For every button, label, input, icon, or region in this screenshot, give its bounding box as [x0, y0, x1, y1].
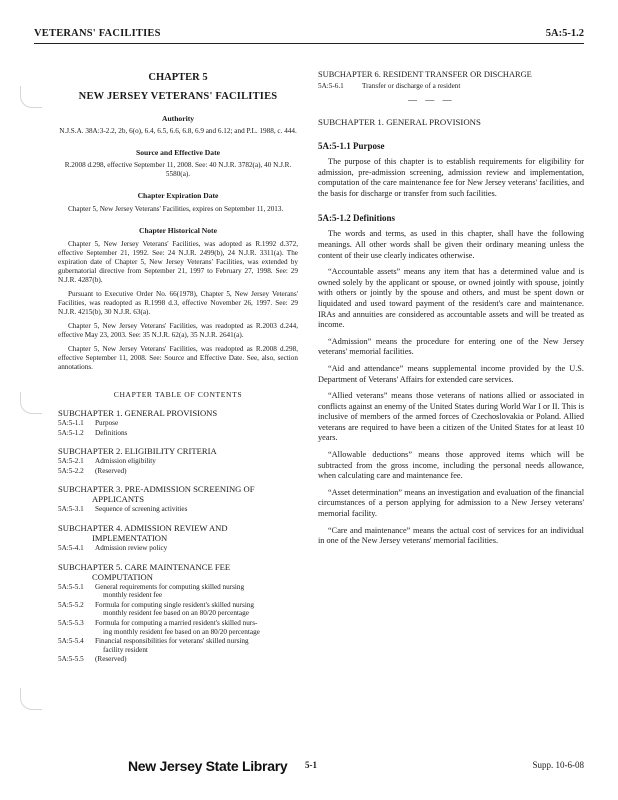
toc-item — [58, 419, 298, 428]
definition-paragraph: “Admission” means the procedure for entering one of the New Jersey veterans' memorial facilities. — [318, 336, 584, 357]
toc-subchapter-line: SUBCHAPTER 2. ELIGIBILITY CRITERIA — [58, 446, 217, 457]
header-section: 5A:5-1.2 — [545, 28, 584, 39]
definition-paragraph: “Allowable deductions” means those approved items which will be subtracted from the gross income, including the personal needs allowance, when calculating care and maintenance fee. — [318, 450, 584, 481]
toc-subchapter-heading — [58, 523, 298, 543]
toc-item-title-line: Purpose — [95, 419, 119, 427]
authority-text: N.J.S.A. 38A:3-2.2, 2b, 6(o), 6.4, 6.5, 6.6, 6.8, 6.9 and 6.12; and P.L. 1988, c. 444. — [59, 127, 297, 135]
toc-item-title — [95, 619, 298, 636]
definition-paragraph: The words and terms, as used in this chapter, shall have the following meanings. All other words shall be given their ordinary meaning unless the content of their use clearly indicates otherwise. — [318, 229, 584, 260]
toc-item-title-line: Definitions — [95, 428, 128, 437]
toc-item-number: 5A:5-5.5 — [58, 655, 84, 664]
toc-item-number: 5A:5-2.2 — [58, 466, 84, 475]
toc-item-number: 5A:5-1.2 — [58, 428, 84, 437]
running-header — [34, 28, 584, 44]
toc-subchapter-heading — [58, 484, 298, 504]
toc-item — [58, 637, 298, 654]
toc-item — [58, 467, 298, 476]
subchapter-1-heading: SUBCHAPTER 1. GENERAL PROVISIONS — [318, 117, 481, 127]
section-1-1-title: 5A:5-1.1 Purpose — [318, 141, 385, 151]
toc-item-title-line: monthly resident fee — [103, 591, 163, 600]
supplement-date: Supp. 10-6-08 — [532, 760, 584, 770]
toc-item-number: 5A:5-5.4 — [58, 637, 84, 646]
toc-subchapter-line: SUBCHAPTER 5. CARE MAINTENANCE FEE — [58, 561, 231, 572]
toc-item — [58, 457, 298, 466]
toc-subchapter-heading — [58, 408, 298, 418]
toc-subchapter-line: SUBCHAPTER 4. ADMISSION REVIEW AND — [58, 522, 228, 533]
toc-item — [58, 619, 298, 636]
header-title: VETERANS' FACILITIES — [34, 28, 161, 39]
right-column — [318, 70, 584, 547]
history-paragraph: Chapter 5, New Jersey Veterans' Facilities, was adopted as R.1992 d.372, effective September 21, 1992. See: 24 N.J.R. 2499(b), 24 N.J.R. 3311(a). The expiration date of Chapter 5, New Jersey Veterans' Facilities, was extended by gubernatorial directive from September 21, 1997 to February 27, 1998. See: 29 N.J.R. 4287(b). — [58, 240, 298, 284]
toc-item-title — [95, 419, 298, 428]
toc-subchapter-line: COMPUTATION — [92, 571, 153, 582]
subchapter-6-heading: SUBCHAPTER 6. RESIDENT TRANSFER OR DISCHARGE — [318, 70, 532, 79]
toc-item-number: 5A:5-2.1 — [58, 457, 84, 466]
margin-scan-mark — [20, 392, 42, 414]
history-heading: Chapter Historical Note — [139, 226, 217, 235]
toc-item-title — [95, 467, 298, 476]
toc-item-title — [95, 429, 298, 438]
toc-item-number: 5A:5-4.1 — [58, 543, 84, 552]
page-number: 5-1 — [305, 760, 317, 770]
toc-subchapter-line: SUBCHAPTER 3. PRE-ADMISSION SCREENING OF — [58, 484, 255, 495]
margin-scan-mark — [20, 688, 42, 710]
toc-item — [58, 544, 298, 553]
toc-item-title-line: Formula for computing a married resident's skilled nurs- — [95, 618, 258, 627]
definition-paragraph: “Care and maintenance” means the actual cost of services for an individual in one of the New Jersey veterans' memorial facilities. — [318, 525, 584, 546]
toc-item-number: 5A:5-1.1 — [58, 419, 84, 427]
table-of-contents — [58, 408, 298, 664]
toc-item-title-line: Admission review policy — [95, 543, 168, 552]
expiration-heading: Chapter Expiration Date — [137, 191, 219, 200]
definition-paragraph: “Accountable assets” means any item that has a determined value and is owned solely by the applicant or spouse, or owned jointly with spouse, jointly with others or jointly by the spouse and others, and must be spent down or liquidated and used toward payment of the resident's care and maintenance. IRAs and annuities are considered as accountable assets and will be treated as income. — [318, 267, 584, 330]
toc-item-title-line: facility resident — [103, 645, 148, 654]
toc-item-title-line: (Reserved) — [95, 655, 127, 664]
toc-item-title — [95, 505, 298, 514]
toc-item-title — [95, 637, 298, 654]
margin-scan-mark — [20, 86, 42, 108]
authority-heading: Authority — [161, 114, 195, 123]
page-footer — [0, 756, 618, 780]
library-watermark: New Jersey State Library — [128, 758, 288, 774]
toc-item — [58, 429, 298, 438]
toc-item-title — [95, 601, 298, 618]
definition-paragraph: “Allied veterans” means those veterans of nations allied or associated in conflicts against an enemy of the United States during World War I or II. This is inclusive of members of the armed forces of Czechoslovakia or Poland. Allied veterans are required to have been a citizen of the United States for at least 10 years. — [318, 391, 584, 443]
toc-item-title — [95, 544, 298, 553]
source-text: R.2008 d.298, effective September 11, 2008. See: 40 N.J.R. 3782(a), 40 N.J.R. 5580(a). — [64, 161, 292, 178]
toc-subchapter-line: IMPLEMENTATION — [92, 532, 168, 543]
chapter-name: NEW JERSEY VETERANS' FACILITIES — [78, 91, 278, 102]
toc-item-title — [95, 583, 298, 600]
toc-item — [318, 82, 584, 90]
toc-subchapter-line: SUBCHAPTER 1. GENERAL PROVISIONS — [58, 408, 218, 418]
toc-item-title — [95, 655, 298, 664]
toc-item-title: Transfer or discharge of a resident — [362, 82, 461, 90]
toc-item-title-line: General requirements for computing skilled nursing — [95, 582, 245, 591]
toc-item — [58, 583, 298, 600]
left-column — [58, 70, 298, 664]
toc-item-number: 5A:5-3.1 — [58, 505, 84, 514]
toc-item — [58, 655, 298, 664]
toc-item — [58, 505, 298, 514]
purpose-paragraph: The purpose of this chapter is to establish requirements for eligibility for admission, pre-admission screening, admission review and implementation, computation of the care maintenance fee for New Jersey veterans' facilities, and the basis for discharge or transfer from such facilities. — [318, 157, 584, 198]
toc-item-title-line: Formula for computing single resident's skilled nursing — [95, 600, 255, 609]
toc-subchapter-line: APPLICANTS — [92, 494, 145, 505]
toc-item-title-line: Financial responsibilities for veterans' skilled nursing — [95, 637, 249, 646]
history-paragraph: Chapter 5, New Jersey Veterans' Facilities, was readopted as R.2008 d.298, effective September 11, 2008. See: Source and Effective Date. See, also, section annotations. — [58, 345, 298, 371]
toc-subchapter-heading — [58, 562, 298, 582]
history-paragraph: Chapter 5, New Jersey Veterans' Facilities, was readopted as R.2003 d.244, effective May 23, 2003. See: 35 N.J.R. 62(a), 35 N.J.R. 2641(a). — [58, 322, 298, 339]
toc-subchapter-heading — [58, 446, 298, 456]
toc-item-title-line: ing monthly resident fee based on an 80/20 percentage — [103, 627, 260, 636]
definition-paragraph: “Aid and attendance” means supplemental income provided by the U.S. Department of Veterans' Affairs for extended care services. — [318, 363, 584, 384]
toc-item-title-line: Admission eligibility — [95, 457, 156, 466]
toc-item-number: 5A:5-5.2 — [58, 600, 84, 609]
toc-item — [58, 601, 298, 618]
toc-item-title-line: monthly resident fee based on an 80/20 percentage — [103, 609, 249, 618]
section-divider: — — — — [408, 95, 455, 105]
history-paragraph: Pursuant to Executive Order No. 66(1978), Chapter 5, New Jersey Veterans' Facilities, was readopted as R.1998 d.3, effective November 26, 1997. See: 29 N.J.R. 4215(b), 30 N.J.R. 63(a). — [58, 290, 298, 316]
section-1-2-title: 5A:5-1.2 Definitions — [318, 213, 395, 224]
toc-item-title — [95, 457, 298, 466]
toc-item-title-line: (Reserved) — [95, 466, 127, 475]
definition-paragraph: “Asset determination” means an investigation and evaluation of the financial circumstances of a person applying for admission to a New Jersey veterans' memorial facility. — [318, 487, 584, 519]
toc-heading: CHAPTER TABLE OF CONTENTS — [113, 390, 243, 399]
expiration-text: Chapter 5, New Jersey Veterans' Facilities, expires on September 11, 2013. — [68, 205, 284, 213]
source-heading: Source and Effective Date — [135, 148, 220, 157]
toc-item-title-line: Sequence of screening activities — [95, 505, 188, 514]
toc-item-number: 5A:5-5.1 — [58, 582, 84, 591]
toc-item-number: 5A:5-5.3 — [58, 618, 84, 627]
chapter-number: CHAPTER 5 — [148, 72, 208, 83]
toc-item-number: 5A:5-6.1 — [318, 82, 344, 90]
